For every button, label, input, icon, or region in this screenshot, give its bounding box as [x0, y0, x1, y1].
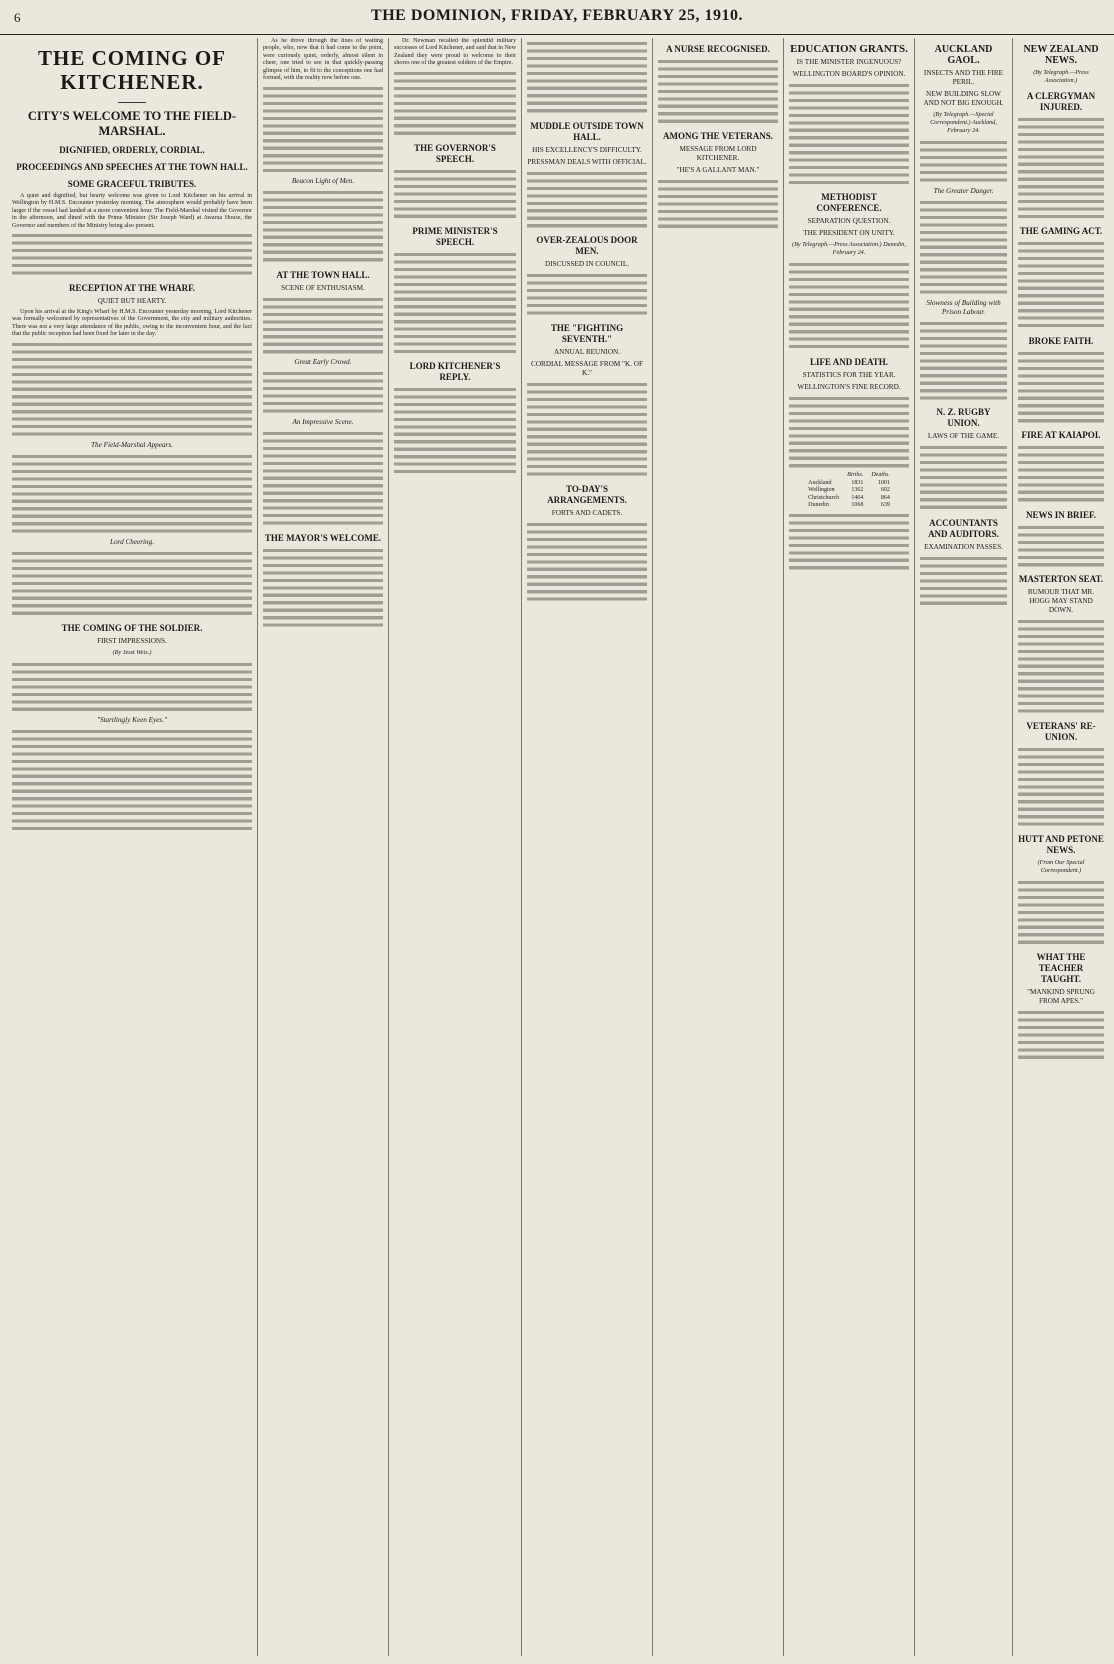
body-text — [12, 661, 252, 713]
table-cell: 1068 — [851, 502, 864, 508]
section-subheading: QUIET BUT HEARTY. — [97, 296, 167, 305]
section-subheading: Beacon Light of Men. — [291, 177, 355, 186]
section-heading: RECEPTION AT THE WHARF. — [68, 282, 196, 293]
headline-2: CITY'S WELCOME TO THE FIELD-MARSHAL. — [27, 109, 237, 138]
table-cell: 1362 — [851, 487, 864, 494]
section-subheading: MESSAGE FROM LORD KITCHENER. — [679, 145, 757, 163]
column-3 — [390, 38, 520, 1656]
section-subheading: THE PRESIDENT ON UNITY. — [803, 229, 895, 238]
section-subheading: ANNUAL REUNION. — [553, 347, 620, 356]
body-text — [658, 178, 778, 230]
section-heading: BROKE FAITH. — [1028, 335, 1094, 346]
section-subheading: Great Early Crowd. — [294, 358, 352, 367]
section-subheading: "MANKIND SPRUNG FROM APES." — [1027, 988, 1095, 1006]
body-text — [920, 444, 1007, 511]
section-heading: TO-DAY'S ARRANGEMENTS. — [547, 483, 627, 505]
body-text — [920, 139, 1007, 184]
section-heading: THE COMING OF THE SOLDIER. — [61, 622, 203, 633]
dateline: (By Telegraph.—Press Association.) — [1033, 69, 1089, 84]
table-cell: Auckland — [808, 479, 832, 486]
masthead — [0, 0, 1114, 35]
section-heading: METHODIST CONFERENCE. — [816, 192, 882, 214]
section-subheading: WELLINGTON BOARD'S OPINION. — [792, 70, 906, 78]
section-heading: EDUCATION GRANTS. — [790, 43, 908, 55]
article-text: Dr. Newman recalled the splendid military successes of Lord Kitchener, and said that in New Zealand they were proud to welcome to their shores one of the greatest soldiers of the Empire. — [394, 38, 516, 67]
body-text — [920, 199, 1007, 296]
dateline: (By Telegraph.—Press Association.) Dunedin, February 24. — [792, 241, 906, 257]
table-cell: 602 — [880, 487, 890, 494]
body-text — [1018, 879, 1104, 946]
section-subheading: HIS EXCELLENCY'S DIFFICULTY. — [532, 145, 642, 154]
section-subheading: EXAMINATION PASSES. — [924, 542, 1003, 551]
section-heading: LIFE AND DEATH. — [809, 356, 889, 367]
table-header — [804, 472, 843, 479]
body-text — [1018, 1009, 1104, 1061]
section-heading: LORD KITCHENER'S REPLY. — [409, 361, 501, 383]
section-heading: VETERANS' RE-UNION. — [1026, 721, 1096, 743]
article-text: A quiet and dignified, but hearty welcome was given to Lord Kitchener on his arrival in Wellington by H.M.S. Encounter yesterday morning. The atmosphere would probably have been larger if the vessel had landed at a more convenient hour. The Field-Marshal visited the Governor in the afternoon, and dined with the Prime Minister (Sir Joseph Ward) at Awarua House, the Governor and members of the Ministry being also present. — [12, 193, 252, 229]
section-subheading: LAWS OF THE GAME. — [927, 432, 1000, 441]
dateline: (By Telegraph.—Special Correspondent.) Auckland, February 24. — [930, 111, 997, 134]
section-heading: OVER-ZEALOUS DOOR MEN. — [536, 235, 638, 257]
body-text — [263, 370, 383, 415]
section-heading: WHAT THE TEACHER TAUGHT. — [1036, 952, 1086, 985]
table-cell: 639 — [880, 502, 890, 508]
table-cell: 864 — [880, 494, 890, 501]
columns — [8, 38, 1108, 1656]
body-text — [527, 40, 647, 115]
section-heading: THE MAYOR'S WELCOME. — [264, 532, 382, 543]
section-subheading: Slowness of Building with Prison Labour. — [926, 298, 1001, 316]
section-heading: ACCOUNTANTS AND AUDITORS. — [928, 517, 999, 539]
body-text — [1018, 116, 1104, 220]
body-text — [920, 555, 1007, 607]
body-text — [1018, 618, 1104, 715]
body-text — [789, 82, 909, 186]
body-text — [1018, 240, 1104, 329]
body-text — [527, 521, 647, 603]
table-header: Deaths. — [871, 472, 890, 479]
table-cell: Wellington — [808, 487, 835, 494]
body-text — [12, 341, 252, 438]
column-7 — [916, 38, 1011, 1656]
section-heading: MUDDLE OUTSIDE TOWN HALL. — [530, 120, 644, 142]
section-subheading: NEW BUILDING SLOW AND NOT BIG ENOUGH. — [923, 90, 1004, 107]
article-text: Upon his arrival at the King's Wharf by H.M.S. Encounter yesterday morning, Lord Kitchener was formally welcomed by representatives of the Government, the city and military authorities. There was not a very large attendance of the public, owing to the inconvenient hour, and the fact that the public reception had been fixed for later in the day. — [12, 308, 252, 338]
body-text — [527, 381, 647, 478]
body-text — [394, 70, 516, 137]
body-text — [394, 251, 516, 355]
section-subheading: RUMOUR THAT MR. HOGG MAY STAND DOWN. — [1027, 588, 1095, 615]
section-subheading: The Field-Marshal Appears. — [91, 440, 173, 449]
body-text — [12, 550, 252, 617]
body-text — [1018, 524, 1104, 569]
section-heading: A CLERGYMAN INJURED. — [1026, 91, 1096, 112]
column-5 — [654, 38, 782, 1656]
body-text — [1018, 444, 1104, 504]
section-heading: THE GAMING ACT. — [1019, 226, 1103, 237]
body-text — [527, 170, 647, 230]
table-cell: 1001 — [877, 479, 890, 486]
body-text — [1018, 746, 1104, 828]
section-subheading: SEPARATION QUESTION. — [807, 217, 891, 226]
body-text — [263, 296, 383, 356]
headline-3: DIGNIFIED, ORDERLY, CORDIAL. — [59, 145, 205, 155]
body-text — [527, 272, 647, 317]
table-header: Births. — [847, 472, 864, 479]
section-subheading: SCENE OF ENTHUSIASM. — [281, 283, 365, 292]
section-heading: AT THE TOWN HALL. — [276, 269, 370, 280]
section-heading: MASTERTON SEAT. — [1018, 574, 1104, 585]
section-subheading: "HE'S A GALLANT MAN." — [676, 166, 760, 175]
table-row — [804, 502, 894, 509]
table-row — [804, 495, 894, 502]
body-text — [12, 728, 252, 832]
body-text — [394, 168, 516, 220]
article-text: As he drove through the lines of waiting people, who, now that it had come to the point, were curiously quiet, orderly, almost silent in cheer, one tried to see in that quickly-passing glimpse of him, to fit to the conceptions one had formed, with the reality now before one. — [263, 38, 383, 82]
section-heading: AUCKLAND GAOL. — [934, 44, 993, 66]
headline-5: SOME GRACEFUL TRIBUTES. — [67, 179, 197, 189]
body-text — [920, 320, 1007, 402]
section-subheading: STATISTICS FOR THE YEAR. — [802, 370, 896, 379]
column-8 — [1014, 38, 1108, 1656]
dateline: (From Our Special Correspondent.) — [1037, 859, 1085, 875]
section-heading: NEWS IN BRIEF. — [1026, 509, 1096, 520]
section-heading: N. Z. RUGBY UNION. — [936, 407, 991, 429]
section-subheading: CORDIAL MESSAGE FROM "K. OF K." — [531, 359, 643, 377]
column-6 — [785, 38, 913, 1656]
headline-4: PROCEEDINGS AND SPEECHES AT THE TOWN HALL. — [16, 162, 248, 172]
section-subheading: PRESSMAN DEALS WITH OFFICIAL. — [527, 157, 647, 166]
body-text — [789, 512, 909, 572]
section-heading: THE "FIGHTING SEVENTH." — [550, 322, 624, 344]
section-subheading: DISCUSSED IN COUNCIL. — [544, 260, 630, 269]
newspaper-title: THE DOMINION, FRIDAY, FEBRUARY 25, 1910. — [371, 7, 743, 24]
body-text — [263, 547, 383, 629]
table-cell: 1831 — [851, 479, 864, 486]
section-subheading: An Impressive Scene. — [292, 417, 354, 426]
section-heading: A NURSE RECOGNISED. — [666, 44, 770, 54]
section-subheading: INSECTS AND THE FIRE PERIL. — [923, 69, 1004, 86]
body-text — [12, 453, 252, 535]
column-1 — [8, 38, 256, 1656]
section-subheading: "Startlingly Keen Eyes." — [96, 715, 168, 724]
section-subheading: IS THE MINISTER INGENUOUS? — [796, 58, 902, 66]
body-text — [263, 85, 383, 174]
table-row — [804, 487, 894, 494]
section-heading: FIRE AT KAIAPOI. — [1021, 430, 1101, 441]
body-text — [658, 58, 778, 125]
section-subheading: WELLINGTON'S FINE RECORD. — [797, 382, 901, 391]
statistics-table — [804, 472, 894, 509]
section-heading: AMONG THE VETERANS. — [663, 131, 773, 142]
section-heading: THE GOVERNOR'S SPEECH. — [414, 142, 496, 164]
byline: (By Jesst Weis.) — [112, 648, 152, 656]
section-heading: NEW ZEALAND NEWS. — [1023, 44, 1099, 66]
body-text — [1018, 350, 1104, 425]
column-2 — [259, 38, 387, 1656]
body-text — [263, 189, 383, 264]
body-text — [789, 261, 909, 350]
body-text — [789, 395, 909, 470]
section-heading: PRIME MINISTER'S SPEECH. — [412, 226, 498, 247]
body-text — [263, 430, 383, 527]
table-cell: Dunedin — [808, 502, 829, 508]
table-row — [804, 480, 894, 487]
section-subheading: Lord Cheering. — [109, 537, 155, 546]
body-text — [394, 386, 516, 475]
table-cell: Christchurch — [808, 494, 840, 501]
section-subheading: FIRST IMPRESSIONS. — [97, 636, 167, 645]
page-number: 6 — [14, 10, 21, 25]
main-headline: THE COMING OF KITCHENER. — [37, 46, 226, 94]
body-text — [12, 232, 252, 277]
column-4 — [523, 38, 651, 1656]
section-heading: HUTT AND PETONE NEWS. — [1018, 834, 1104, 856]
section-subheading: FORTS AND CADETS. — [551, 508, 623, 517]
table-cell: 1464 — [851, 494, 864, 501]
section-subheading: The Greater Danger. — [933, 186, 994, 195]
